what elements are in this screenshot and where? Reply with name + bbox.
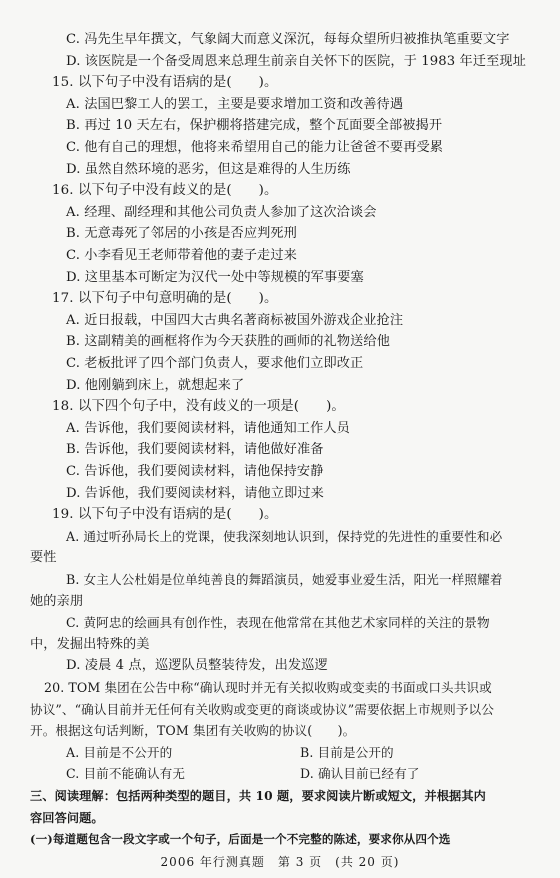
q17-option-a: A. 近日报载，中国四大古典名著商标被国外游戏企业抢注 — [66, 312, 404, 328]
q20-option-a: A. 目前是不公开的 — [66, 744, 173, 760]
question-20: 20. TOM 集团在公告中称“确认现时并无有关拟收购或变卖的书面或口头共识或 — [44, 680, 492, 695]
question-20-cont-1: 协议”、“确认目前并无任何有关收购或变更的商谈或协议”需要依据上市规则予以公 — [30, 701, 494, 717]
q18-option-c: C. 告诉他，我们要阅读材料，请他保持安静 — [66, 464, 324, 479]
question-20-cont-2: 开。根据这句话判断，TOM 集团有关收购的协议( )。 — [30, 723, 356, 739]
q17-option-c: C. 老板批评了四个部门负责人，要求他们立即改正 — [66, 356, 364, 371]
q19-option-a-cont: 要性 — [30, 550, 57, 566]
q15-option-a: A. 法国巴黎工人的罢工，主要是要求增加工资和改善待遇 — [66, 96, 404, 112]
q16-option-c: C. 小李看见王老师带着他的妻子走过来 — [66, 248, 297, 263]
q19-option-d: D. 凌晨 4 点，巡逻队员整装待发，出发巡逻 — [66, 658, 328, 674]
section-3-heading: 三、阅读理解：包括两种类型的题目，共 10 题，要求阅读片断或短文，并根据其内 — [30, 789, 486, 803]
question-19: 19. 以下句子中没有语病的是( )。 — [52, 507, 278, 523]
q18-option-b: B. 告诉他，我们要阅读材料，请他做好准备 — [66, 442, 324, 458]
q20-option-b: B. 目前是公开的 — [300, 744, 394, 760]
question-17: 17. 以下句子中句意明确的是( )。 — [52, 291, 278, 307]
q17-option-b: B. 这副精美的画框将作为今天获胜的画师的礼物送给他 — [66, 334, 390, 350]
q16-option-d: D. 这里基本可断定为汉代一处中等规模的军事要塞 — [66, 269, 364, 285]
page-footer: 2006 年行测真题 第 3 页 (共 20 页) — [160, 854, 400, 869]
q15-option-c: C. 他有自己的理想，他将来希望用自己的能力让爸爸不要再受累 — [66, 140, 444, 155]
q18-option-a: A. 告诉他，我们要阅读材料，请他通知工作人员 — [66, 420, 350, 436]
q19-option-a: A. 通过听孙局长上的党课，使我深刻地认识到，保持党的先进性的重要性和必 — [66, 528, 503, 544]
q15-option-b: B. 再过 10 天左右，保护棚将搭建完成，整个瓦面要全部被揭开 — [66, 118, 443, 134]
q14-option-d: D. 该医院是一个备受周恩来总理生前亲自关怀下的医院，于 1983 年迁至现址 — [66, 53, 526, 69]
q14-option-c: C. 冯先生早年撰文，气象阔大而意义深沉，每每众望所归被推执笔重要文字 — [66, 32, 510, 47]
q19-option-c: C. 黄阿忠的绘画具有创作性，表现在他常常在其他艺术家同样的关注的景物 — [66, 615, 490, 631]
q19-option-b: B. 女主人公杜娟是位单纯善良的舞蹈演员，她爱事业爱生活，阳光一样照耀着 — [66, 572, 503, 587]
q16-option-b: B. 无意毒死了邻居的小孩是否应判死刑 — [66, 226, 297, 242]
q19-option-c-cont: 中，发掘出特殊的美 — [30, 636, 150, 652]
part-1-instructions: (一)每道题包含一段文字或一个句子，后面是一个不完整的陈述，要求你从四个选 — [30, 832, 451, 847]
q20-option-c: C. 目前不能确认有无 — [66, 766, 186, 782]
q19-option-b-cont: 她的亲朋 — [30, 593, 84, 609]
question-18: 18. 以下四个句子中，没有歧义的一项是( )。 — [52, 399, 345, 415]
q18-option-d: D. 告诉他，我们要阅读材料，请他立即过来 — [66, 485, 324, 501]
question-16: 16. 以下句子中没有歧义的是( )。 — [52, 183, 278, 199]
section-3-heading-cont: 容回答问题。 — [30, 810, 104, 825]
q16-option-a: A. 经理、副经理和其他公司负责人参加了这次洽谈会 — [66, 204, 377, 220]
q15-option-d: D. 虽然自然环境的恶劣，但这是难得的人生历练 — [66, 161, 351, 177]
question-15: 15. 以下句子中没有语病的是( )。 — [52, 75, 278, 91]
q17-option-d: D. 他刚躺到床上，就想起来了 — [66, 377, 245, 393]
q20-option-d: D. 确认目前已经有了 — [300, 766, 420, 782]
